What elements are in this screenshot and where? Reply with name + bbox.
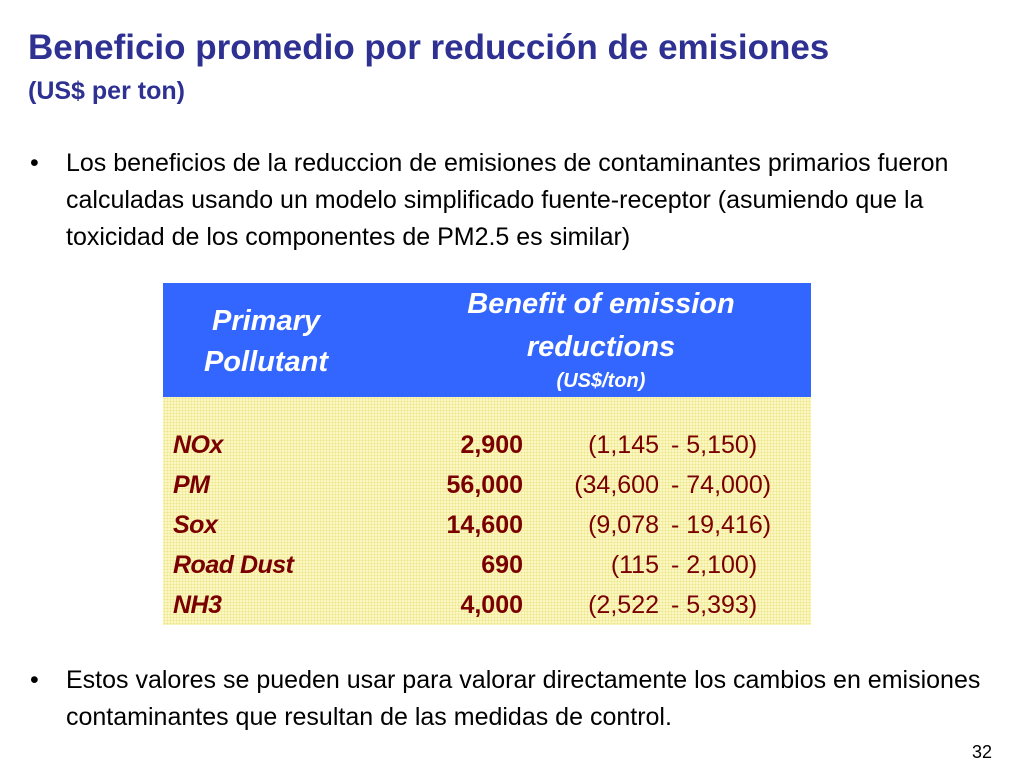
cell-pollutant: PM (173, 471, 210, 499)
bullet-text: Los beneficios de la reduccion de emisiones de contaminantes primarios fueron calculadas usando un modelo simplificado fuente-receptor (asumiendo que la toxicidad de los componentes de PM2.5 es similar) (66, 149, 949, 251)
table-body (163, 397, 811, 625)
cell-value: 56,000 (446, 471, 523, 499)
cell-pollutant: NOx (173, 431, 223, 459)
table-row (163, 585, 811, 625)
table-row (163, 545, 811, 585)
table-row (163, 505, 811, 545)
cell-value: 2,900 (460, 431, 523, 459)
cell-range-low: (34,600 (574, 471, 659, 499)
slide-title: Beneficio promedio por reducción de emisiones (28, 28, 830, 67)
cell-pollutant: Road Dust (173, 551, 294, 579)
cell-range-high: - 5,393) (671, 591, 758, 619)
cell-pollutant: NH3 (173, 591, 222, 619)
cell-value: 690 (481, 551, 523, 579)
bullet-item (30, 145, 996, 256)
bullet-item (30, 662, 996, 736)
cell-value: 4,000 (460, 591, 523, 619)
header-unit: (US$/ton) (556, 370, 646, 392)
cell-range-low: (1,145 (588, 431, 659, 459)
cell-range-high: - 5,150) (671, 431, 758, 459)
cell-range-high: - 19,416) (671, 511, 772, 539)
bullet-icon: • (30, 149, 39, 177)
bullet-text: Estos valores se pueden usar para valorar directamente los cambios en emisiones contaminantes que resultan de las medidas de control. (66, 666, 981, 731)
slide-subtitle: (US$ per ton) (28, 77, 185, 105)
cell-range-high: - 74,000) (671, 471, 772, 499)
page-number: 32 (971, 742, 992, 762)
bullet-icon: • (30, 666, 39, 694)
cell-range-high: - 2,100) (671, 551, 758, 579)
cell-pollutant: Sox (173, 511, 218, 539)
table-row (163, 465, 811, 505)
benefit-table (163, 283, 811, 625)
table-row (163, 425, 811, 465)
header-primary-pollutant: Primary Pollutant (203, 305, 329, 378)
cell-range-low: (115 (610, 551, 659, 579)
table-header (163, 283, 811, 397)
header-benefit-label: Benefit of emission reductions (467, 288, 735, 363)
cell-range-low: (9,078 (588, 511, 659, 539)
cell-range-low: (2,522 (588, 591, 659, 619)
header-benefit (411, 283, 791, 393)
cell-value: 14,600 (446, 511, 523, 539)
